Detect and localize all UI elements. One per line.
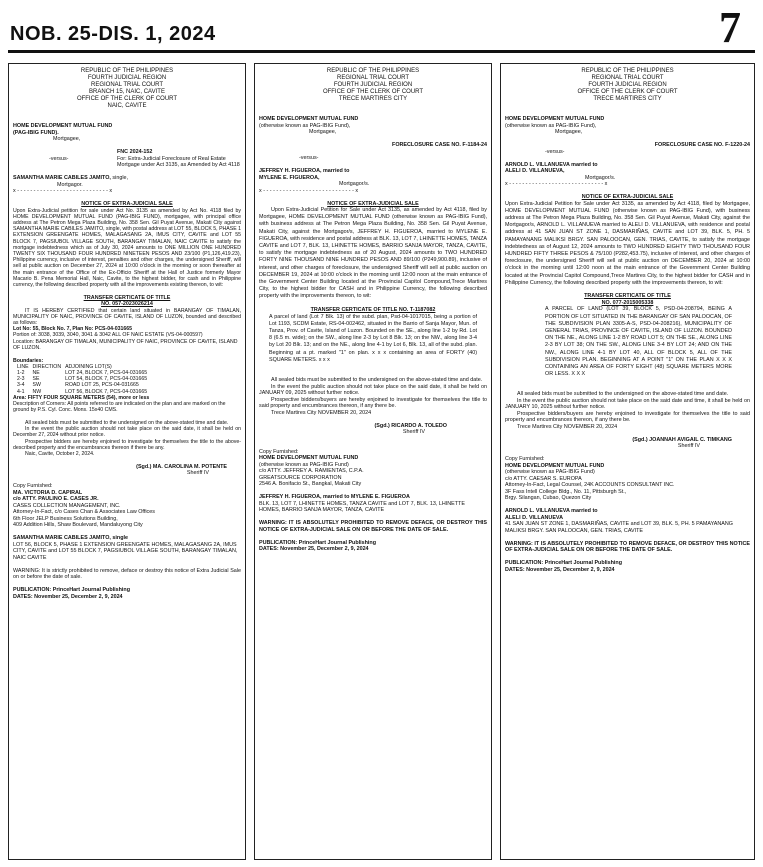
court-line: FOURTH JUDICIAL REGION — [588, 82, 667, 88]
portion-line: Portion of: 3038, 3039, 3040, 3041 & 3042 ALL OF NAIC ESTATE (VS-04-000597) — [13, 332, 203, 339]
copy-line: c/o ATTY. JEFFREY A. RAMIENTAS, C.P.A. — [259, 468, 364, 475]
tct-number: NO. 057-2023026214 — [101, 301, 153, 308]
page-number: 7 — [719, 3, 741, 52]
sealed-bids-text: All sealed bids must be submitted to the undersigned on the above-stated time and date. — [517, 391, 729, 398]
separator-dashes: x - - - - - - - - - - - - - - - - - - - - - - - - - - - - - x — [505, 181, 608, 187]
sheriff-name: (Sgd.) RICARDO A. TOLEDO — [374, 422, 447, 429]
copy-line: Attorney-In-Fact, Legal Counsel, 24K ACCOUNTS CONSULTANT INC. — [505, 482, 675, 489]
location-line: Location: BARANGAY OF TIMALAN, MUNICIPALITY OF NAIC, PROVINCE OF CAVITE, ISLAND OF LUZON. — [13, 338, 238, 351]
copy-line: Attorney-In-Fact, c/o Cases Chan & Associates Law Offices — [13, 509, 155, 516]
case-number: FNC 2024-152 — [117, 149, 153, 155]
boundaries-label: Boundaries: — [13, 357, 44, 364]
separator-dashes: x - - - - - - - - - - - - - - - - - - - - - - - - - - - - x — [259, 187, 359, 194]
dates-line: DATES: November 25, December 2, 9, 2024 — [505, 566, 615, 573]
copy-line: 409 Addition Hills, Shaw Boulevard, Mandaluyong City — [13, 522, 143, 529]
table-cell: 1-2 — [17, 369, 25, 376]
mortgagee-name: HOME DEVELOPMENT MUTUAL FUND — [259, 116, 359, 122]
date-place: Naic, Cavite, October 2, 2024. — [25, 450, 95, 457]
court-line: REGIONAL TRIAL COURT — [336, 75, 409, 81]
bidders-text: Prospective bidders/buyers are hereby enjoined to investigate for themselves the title to said property and encumbrances thereon, if any there be. — [259, 396, 487, 410]
area-line: Area: FIFTY FOUR SQUARE METERS (54), more or less — [13, 394, 150, 401]
tct-description: A parcel of land (Lot 7 Blk. 13) of the subd. plan, Psd-04-1017015, being a portion of Lot 1193, SCDM Estate, RS-04-002462, situated in the Barrio of Sanja Mayor, Mun. of Tanza, Prov. of Cavite, Island of Luzon. Bounded on the SE., along line 1-2 by Rd. Lot 8 (6.5 m. wide); on the SW., along line 2-3 by Lot 8 Blk. 13; on the NW., along line 3-4 by Lot 20 Blk. 13; and on the NE., along line 4-1 by Lot 6, Blk. 13, all of the subd. plan. Beginning at a pt. marked "1" on plan. x x x containing an area of FORTY (40) SQUARE METERS. x x x — [269, 313, 477, 363]
notice-title: NOTICE OF EXTRA-JUDICIAL SALE — [581, 194, 674, 200]
mortgagor-role: Mortgagor/s. — [339, 181, 370, 187]
mortgagor-role: Mortgagor/s. — [585, 174, 616, 181]
sheriff-title: Sheriff IV — [186, 470, 209, 477]
page-header — [0, 0, 763, 58]
court-line: REGIONAL TRIAL COURT — [90, 82, 163, 88]
table-cell: 4-1 — [17, 388, 25, 395]
tct-intro: IT IS HEREBY CERTIFIED that certain land situated in BARANGAY OF TIMALAN, MUNICIPALITY OF NAIC, PROVINCE OF CAVITE, ISLAND OF LUZON, bounded and described as follows: — [13, 307, 241, 327]
court-line: FOURTH JUDICIAL REGION — [87, 75, 167, 81]
mortgagee-role: Mortgagee, — [555, 129, 583, 135]
postponement-text: In the event the public auction should not take place on the said date, it shall be held on December 27, 2024 without prior notice. — [13, 426, 241, 439]
copy-line: 6th Floor JELP Business Solutions Building, — [13, 515, 118, 522]
court-line: BRANCH 15, NAIC, CAVITE — [89, 89, 165, 95]
warning-text: WARNING: IT IS ABSOLUTELY PROHIBITED TO REMOVE DEFACE, OR DESTROY THIS NOTICE OF EXTRA-JUDICIAL SALE ON OR BEFORE THE DATE OF SALE. — [259, 520, 487, 533]
tct-number: NO. 077-2015005338 — [601, 299, 654, 306]
table-cell: NE — [32, 369, 40, 376]
case-number: FORECLOSURE CASE NO. F-1184-24 — [392, 142, 487, 148]
versus-label: -versus- — [545, 148, 565, 155]
lot-line: Lot No: 55, Block No. 7, Plan No: PCS-04-031665 — [13, 326, 133, 333]
mortgagor-role: Mortgagor. — [57, 181, 83, 188]
court-heading — [259, 68, 487, 103]
copy-mortgagor-name: JEFFREY H. FIGUEROA, married to MYLENE E. FIGUEROA — [259, 494, 410, 501]
dates-line: DATES: November 25, December 2, 9, 2024 — [259, 546, 369, 553]
copy-line: MA. VICTORIA D. CAPIRAL — [13, 489, 83, 496]
mortgagee-aka: (otherwise known as PAG-IBIG Fund), — [259, 122, 351, 129]
mortgagee-name: HOME DEVELOPMENT MUTUAL FUND — [505, 116, 605, 122]
court-line: OFFICE OF THE CLERK OF COURT — [76, 96, 178, 102]
table-cell: LOT 56, BLOCK 7, PCS-04-031665 — [65, 388, 148, 395]
warning-text: WARNING: IT IS ABSOLUTELY PROHIBITED TO REMOVE DEFACE, OR DESTROY THIS NOTICE OF EXTRA-JUDICIAL SALE ON OR BEFORE THE DATE OF SALE. — [505, 540, 750, 554]
copy-mortgagor-name: ARNOLD L. VILLANUEVA married to — [505, 508, 598, 515]
tct-description: A PARCEL OF LAND (LOT 39, BLOCK 5, PSD-04-208794, BEING A PORTION OF LOT SITUATED IN THE BARANGAY OF SAN PALOOCAN, OF THE SUBDIVISION PLAN 3305-A-S, PSD-04-208216), MUNICIPALITY OF GENERAL TRIAS, PROVINCE OF CAVITE, ISLAND OF LUZON. BOUNDED ON THE NE., ALONG LINE 1-2 BY ROAD LOT 5; ON THE SE., ALONG LINE 2-3 BY LOT 38; ON THE SW., ALONG LINE 3-4 BY LOT 24; AND ON THE NW., ALONG LINE 4-1 BY LOT 40, ALL OF BLOCK 5, ALL OF THE SUBDIVISION PLAN. BEGINNING AT A POINT "1" ON THE PLAN X X X CONTAINING AN AREA OF FORTY EIGHT (48) SQUARE METERS MORE OR LESS. X X X — [545, 306, 732, 378]
table-cell: LOT 54, BLOCK 7, PCS-04-031665 — [65, 376, 148, 383]
case-description: For: Extra-Judicial Foreclosure of Real Estate Mortgage under Act 3135, as Amended by Act 4118 — [117, 155, 240, 168]
copy-furnished-label: Copy Furnished: — [505, 456, 545, 463]
publication-line: PUBLICATION: PrinceHart Journal Publishing — [259, 539, 377, 546]
notice-body: Upon Extra-Judicial petition for sale under Act No. 3135 as amended by Act No. 4118 filed by HOME DEVELOPMENT MUTUAL FUND (PAG-IBIG FUND), mortgagee, with principal office address at The Petron Mega Plaza Building, No. 358 Sen. Gil Puyat Avenue, Makati City against SAMANTHA MARIE CABILES JAMITO, single, with postal address at LOT 55, BLOCK 5, PHASE 1 EXTENSION GREENGATE HOMES, MALAGASANG 2A, IMUS CITY, CAVITE and LOT 55 BLOCK 7, PAGSIUBOL VILLAGE SOUTH, BARANGAY TIMALAN, NAIC CAVITE to satisfy the mortgage indebtedness which as of July 30, 2024 amounts to ONE MILLION ONE HUNDRED TWENTY SIX THOUSAND FOUR HUNDRED NINETEEN PESOS AND 23/100 (P1,126,419.23), Philippine currency, inclusive of interest, penalties and other charges, the undersigned Sheriff, will sell at public auction on December 27, 2024 at 10:00 o'clock in the morning or soon thereafter at the main entrance of the Office of the Ex-Officio Sheriff at the Hall of Justice formerly Mayor Macario B. Pena Memorial Hall, Naic, Cavite, to the highest bidder, for cash and in Philippine currency, the following described property with all the improvements existing thereon, to wit: — [13, 207, 241, 288]
court-heading — [13, 68, 241, 110]
notice-title: NOTICE OF EXTRA-JUDICIAL SALE — [327, 200, 419, 207]
sealed-bids-text: All sealed bids must be submitted to the undersigned on the above-stated time and date. — [25, 419, 229, 426]
publication-line: PUBLICATION: PrinceHart Journal Publishing — [505, 560, 623, 567]
court-line: REPUBLIC OF THE PHILIPPINES — [326, 68, 420, 74]
copy-line: HOME DEVELOPMENT MUTUAL FUND — [505, 462, 605, 469]
sheriff-title: Sheriff IV — [402, 429, 425, 436]
sheriff-title: Sheriff IV — [677, 443, 700, 450]
notice-title: NOTICE OF EXTRA-JUDICIAL SALE — [81, 201, 173, 207]
table-header: LINE — [17, 363, 29, 370]
notice-column-2 — [254, 63, 492, 860]
sheriff-name: (Sgd.) JOANNAH AVIGAIL C. TIMKANG — [632, 436, 732, 443]
table-cell: SW — [32, 382, 41, 389]
copy-furnished-label: Copy Furnished: — [259, 448, 299, 455]
notice-body: Upon Extra-Judicial Petition for Sale under Act 3135, as amended by Act 4118, filed by Mortgagee, HOME DEVELOPMENT MUTUAL FUND (otherwise known as PAG-IBIG Fund), with business address at The Petron Mega Plaza Building, No. 358 Sen. Gil Puyat Avenue, Makati City, against the Mortgagor/s, JEFFREY H. FIGUEROA, married to MYLENE E. FIGUEROA, with residence and postal address at BLK. 13, LOT 7, LHINETTE HOMES, TANZA CAVITE and LOT 7, BLK. 13, LHINETTE HOMES, BARRIO SANJA MAYOR, TANZA, CAVITE, to satisfy the mortgage indebtedness as of 20 August, 2024 amounts to TWO HUNDRED FORTY NINE THOUSAND NINE HUNDRED PESOS AND 89/100 (P249,900.89), inclusive of interest, and other charges of foreclosure, the undersigned Sheriff will sell at public auction on DECEMBER 19, 2024 at 10:00 o'clock in the morning until 12:00 noon at the main entrance of the Government Center Building located at the Provincial Capitol Compound,Trece Martires City, to the highest bidder for CASH and in Philippine Currency, the following described property with the improvements thereon, to wit: — [259, 207, 487, 300]
court-line: REPUBLIC OF THE PHILIPPINES — [581, 68, 674, 74]
court-line: REPUBLIC OF THE PHILIPPINES — [80, 68, 174, 74]
table-cell: NW — [32, 388, 42, 395]
mortgagor-line: MYLENE E. FIGUEROA, — [259, 174, 320, 181]
versus-label: -versus- — [299, 155, 319, 161]
copy-line: 3F Fass Intell College Bldg., No. 11, Pittsburgh St., — [505, 488, 627, 495]
table-header: DIRECTION — [32, 363, 62, 370]
mortgagor-line: JEFFREY H. FIGUEROA, married to — [259, 168, 350, 174]
copy-mortgagor-name: SAMANTHA MARIE CABILES JAMITO, single — [13, 535, 129, 542]
postponement-text: In the event the public auction should not take place on the said date and time, it shall be held on JANUARY 10, 2025 without further notice. — [505, 397, 750, 411]
issue-date: NOB. 25-DIS. 1, 2024 — [10, 23, 216, 45]
copy-line: (otherwise known as PAG-IBIG Fund) — [505, 469, 595, 476]
notice-column-3 — [500, 63, 755, 860]
copy-line: Brgy. Silangan, Cubao, Quezon City — [505, 495, 592, 502]
separator-dashes: x - - - - - - - - - - - - - - - - - - - - - - - - - - - - x — [13, 188, 113, 194]
mortgagee-aka: (otherwise known as PAG-IBIG Fund), — [505, 122, 597, 129]
tct-title: TRANSFER CERTICATE OF TITLE — [83, 294, 171, 301]
tct-title: TRANSFER CERTICATE OF TITLE — [584, 293, 671, 300]
warning-text: WARNING: It is strictly prohibited to remove, deface or destroy this notice of Extra Judicial Sale on or before the date of sale. — [13, 567, 241, 581]
copy-line: c/o ATTY. CAESAR S. EUROPA — [505, 475, 582, 482]
mortgagor-line: ARNOLD L. VILLANUEVA married to — [505, 161, 598, 168]
date-place: Trece Martires City NOVEMBER 20, 2024 — [271, 409, 372, 416]
court-line: REGIONAL TRIAL COURT — [591, 75, 664, 81]
mortgagee-role: Mortgagee, — [309, 129, 337, 135]
table-cell: ROAD LOT 25, PCS-04-031665 — [65, 382, 139, 389]
court-line: FOURTH JUDICIAL REGION — [333, 82, 413, 88]
court-heading — [505, 68, 750, 103]
copy-mortgagor-address: 41 SAN JUAN ST ZONE 1, DASMARIÑAS, CAVITE and LOT 39, BLK. 5, PH. 5 PAMAYANANG MALIKSI BRGY. SAN PALOOCAN, GEN. TRIAS, CAVITE — [505, 521, 733, 534]
copy-line: c/o ATTY. PAULINO E. CASES JR. — [13, 496, 99, 503]
bidders-text: Prospective bidders/buyers are hereby enjoined to investigate for themselves the title to said property and encumbrances thereon, if any there be. — [505, 410, 750, 424]
copy-line: HOME DEVELOPMENT MUTUAL FUND — [259, 455, 359, 462]
boundaries-table — [17, 364, 189, 395]
bidders-text: Prospective bidders are hereby enjoined to investigate for themselves the title to the above-described property and the encumbrances thereon if there be any. — [13, 438, 241, 451]
court-line: OFFICE OF THE CLERK OF COURT — [577, 89, 678, 95]
corners-line: Description of Corners: All points referred to are indicated on the plan and are marked on the ground by P.S. Cyl. Conc. Mons. 15x40 CMS. — [13, 400, 226, 414]
postponement-text: In the event the public auction should not take place on the said date, it shall be held on JANUARY 09, 2025 without further notice. — [259, 383, 487, 397]
dates-line: DATES: November 25, December 2, 9, 2024 — [13, 593, 123, 600]
copy-mortgagor-name: ALELI D. VILLANUEVA — [505, 514, 563, 521]
header-rule — [8, 50, 755, 53]
versus-label: -versus- — [49, 155, 69, 162]
table-cell: LOT 24, BLOCK 7, PCS-04-031665 — [65, 369, 148, 376]
sealed-bids-text: All sealed bids must be submitted to the undersigned on the above-stated time and date. — [271, 377, 483, 384]
sheriff-name: (Sgd.) MA. CAROLINA M. POTENTE — [136, 463, 227, 470]
table-header: ADJOINING LOT(S) — [65, 363, 112, 370]
copy-mortgagor-address: LOT 56, BLOCK 5, PHASE 1 EXTENSION GREENGATE HOMES, MALAGASANG 2A, IMUS CITY, CAVITE and LOT 55 BLOCK 7, PAGSIUBOL VILLAGE SOUTH, BARANGAY TIMALAN, NAIC CAVITE — [13, 541, 238, 561]
notice-body: Upon Extra-Judicial Petition for Sale under Act 3135, as amended by Act 4118, filed by Mortgagee, HOME DEVELOPMENT MUTUAL FUND (otherwise known as PAG-IBIG Fund), with business address at The Petron Mega Plaza Building, No. 358 Sen. Gil Puyat Avenue, Makati City, against the Mortgagor/s, ARNOLD L. VILLANUEVA married to ALELI D. VILLANUEVA, with residence and postal address at 41 SAN JUAN ST ZONE 1, DASMARIÑAS, CAVITE and LOT 39, BLK. 5, PH. 5 PAMAYANANG MALIKSI BRGY. SAN PALOOCAN, GEN. TRIAS, CAVITE, to satisfy the mortgage indebtedness as of August 12, 2024 amounts to TWO HUNDRED EIGHTY TWO THOUSAND FOUR HUNDRED FIFTY THREE PESOS & 75/100 (P282,453.75), inclusive of interest, and other charges of foreclosure, the undersigned Sheriff will sell at public auction on DECEMBER 20, 2024 at 10:00 o'clock in the morning until 12:00 noon at the main entrance of the Government Center Building located at the Provincial Capitol Compound,Trece Martires City, to the highest bidder for CASH and in Philippine Currency, the following described property with the improvements thereon, to wit: — [505, 200, 750, 286]
court-line: OFFICE OF THE CLERK OF COURT — [322, 89, 424, 95]
mortgagor-line: ALELI D. VILLANUEVA, — [505, 168, 565, 174]
mortgagor-name: SAMANTHA MARIE CABILES JAMITO, — [13, 175, 111, 181]
mortgagee-name: HOME DEVELOPMENT MUTUAL FUND — [13, 123, 113, 129]
table-cell: 3-4 — [17, 382, 25, 389]
copy-mortgagor-address: BLK. 13, LOT 7, LHINETTE HOMES, TANZA CAVITE and LOT 7, BLK. 13, LHINETTE HOMES, BARRIO SANJA MAYOR, TANZA, CAVITE — [259, 500, 465, 514]
case-number: FORECLOSURE CASE NO. F-1220-24 — [654, 142, 750, 148]
copy-line: GREATSOURCE CORPORATION — [259, 474, 342, 481]
notice-column-1 — [8, 63, 246, 860]
court-line: NAIC, CAVITE — [107, 103, 147, 109]
copy-furnished-label: Copy Furnished: — [13, 483, 53, 490]
court-line: TRECE MARTIRES CITY — [593, 96, 662, 102]
table-cell: SE — [32, 376, 40, 383]
mortgagor-status: single, — [110, 175, 129, 181]
court-line: TRECE MARTIRES CITY — [338, 96, 408, 102]
tct-title: TRANSFER CERTICATE OF TITLE NO. T-1187082 — [310, 307, 436, 314]
copy-line: 2546 A. Bonifacio St., Bangkal, Makati City — [259, 481, 362, 488]
mortgagee-role: Mortgagee, — [53, 136, 81, 142]
copy-line: CASES COLLECTION MANAGEMENT, INC. — [13, 502, 121, 509]
table-cell: 2-3 — [17, 376, 25, 383]
copy-line: (otherwise known as PAG-IBIG Fund) — [259, 461, 349, 468]
publication-line: PUBLICATION: PrinceHart Journal Publishing — [13, 587, 131, 594]
date-place: Trece Martires City NOVEMBER 20, 2024 — [517, 423, 618, 430]
mortgagee-aka: (PAG-IBIG FUND). — [13, 129, 59, 136]
